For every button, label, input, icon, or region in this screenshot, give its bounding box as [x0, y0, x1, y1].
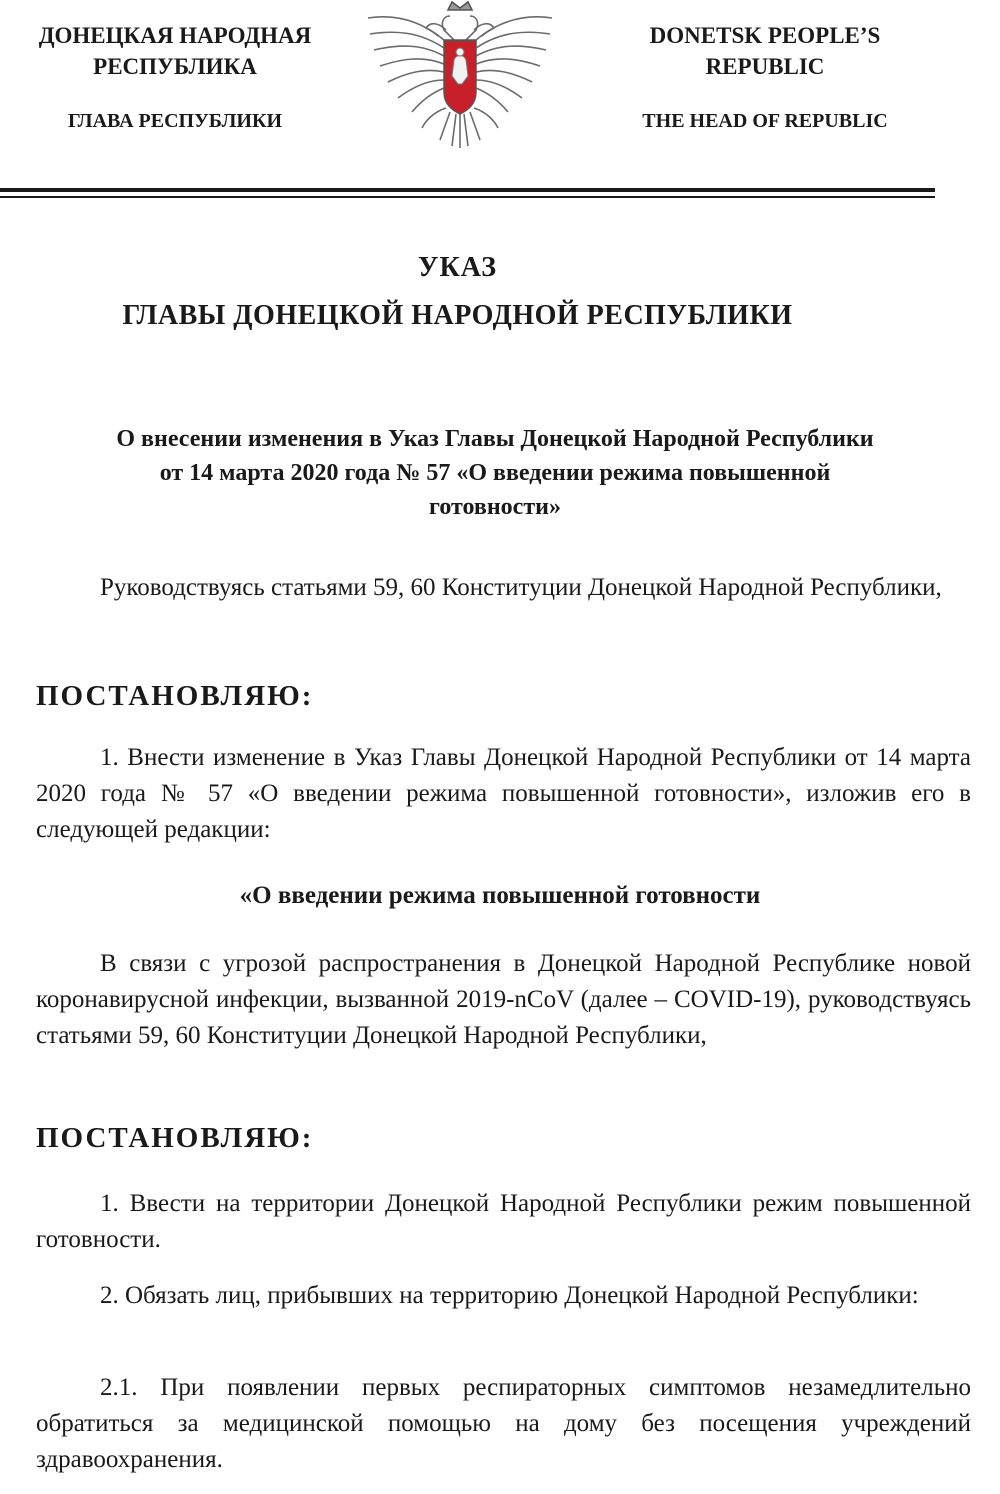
- decree-heading: ПОСТАНОВЛЯЮ:: [36, 680, 314, 712]
- header-divider-thin: [0, 196, 935, 198]
- header-right-block: [610, 20, 920, 137]
- subject-line-1: О внесении изменения в Указ Главы Донецкой Народной Республики: [116, 426, 874, 452]
- subject-line-3: готовности»: [429, 494, 561, 520]
- new-preamble-paragraph: В связи с угрозой распространения в Донецкой Народной Республике новой коронавирусной инфекции, вызванной 2019-nCoV (далее – COVID-19), руководствуясь статьями 59, 60 Конституции Донецкой Народной Республики,: [36, 950, 971, 1049]
- header-right-line-2: REPUBLIC: [705, 54, 825, 79]
- header-left-subtitle: ГЛАВА РЕСПУБЛИКИ: [67, 110, 283, 132]
- double-headed-eagle-icon: [360, 0, 560, 150]
- header-divider-thick: [0, 188, 935, 192]
- document-issuer-title: ГЛАВЫ ДОНЕЦКОЙ НАРОДНОЙ РЕСПУБЛИКИ: [122, 300, 793, 331]
- new-item-2-1-paragraph: 2.1. При появлении первых респираторных симптомов незамедлительно обратиться за медицинской помощью на дому без посещения учреждений здравоохранения.: [36, 1374, 971, 1473]
- new-edition-title: «О введении режима повышенной готовности: [239, 882, 761, 909]
- header-left-block: [10, 20, 340, 137]
- document-subject: [30, 422, 960, 524]
- header-right-line-1: DONETSK PEOPLE’S: [649, 23, 881, 48]
- item-1-paragraph: 1. Внести изменение в Указ Главы Донецкой Народной Республики от 14 марта 2020 года № 57 «О введении режима повышенной готовности», изложив его в следующей редакции:: [36, 744, 971, 843]
- new-decree-heading: ПОСТАНОВЛЯЮ:: [36, 1122, 314, 1154]
- new-item-1-paragraph: 1. Ввести на территории Донецкой Народной Республики режим повышенной готовности.: [36, 1190, 971, 1253]
- header-right-subtitle: THE HEAD OF REPUBLIC: [642, 110, 888, 132]
- header-left-line-2: РЕСПУБЛИКА: [93, 54, 257, 79]
- subject-line-2: от 14 марта 2020 года № 57 «О введении режима повышенной: [159, 460, 831, 486]
- header-left-line-1: ДОНЕЦКАЯ НАРОДНАЯ: [38, 23, 312, 48]
- preamble-paragraph: Руководствуясь статьями 59, 60 Конституции Донецкой Народной Республики,: [100, 574, 942, 601]
- new-item-2-paragraph: 2. Обязать лиц, прибывших на территорию Донецкой Народной Республики:: [100, 1282, 919, 1309]
- document-type-title: УКАЗ: [417, 252, 498, 283]
